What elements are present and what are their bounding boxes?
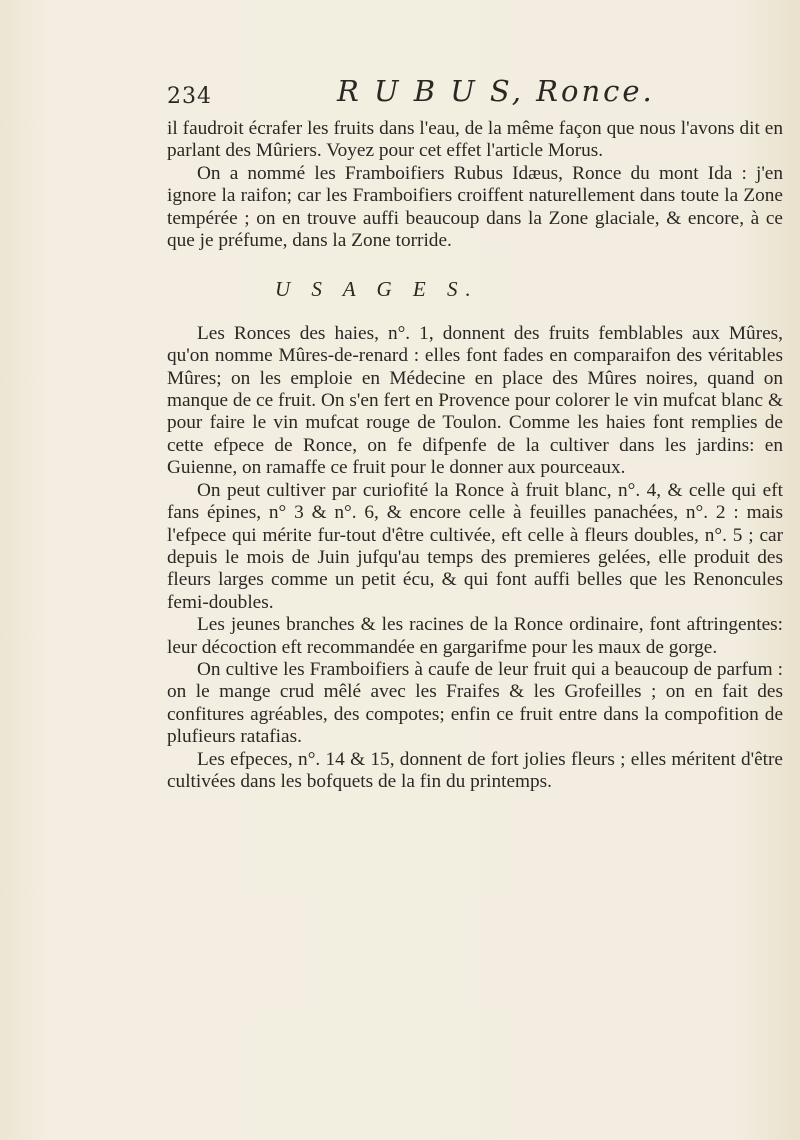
page-header (167, 74, 767, 114)
body-text (167, 118, 783, 793)
section-title-usages: U S A G E S. (275, 277, 479, 302)
page-number: 234 (167, 84, 212, 109)
paragraph-1: il faudroit écrafer les fruits dans l'eau, de la même façon que nous l'avons dit en parlant des Mûriers. Voyez pour cet effet l'article Morus. (167, 118, 783, 162)
paragraph-2: On a nommé les Framboifiers Rubus Idæus, Ronce du mont Ida : j'en ignore la raifon; car les Framboifiers croiffent naturellement dans toute la Zone tempérée ; on en trouve auffi beaucoup dans la Zone glaciale, & encore, à ce que je préfume, dans la Zone torride. (167, 162, 783, 252)
paragraph-4: On peut cultiver par curiofité la Ronce à fruit blanc, n°. 4, & celle qui eft fans épines, n° 3 & n°. 6, & encore celle à feuilles panachées, n°. 2 : mais l'efpece qui mérite fur-tout d'être cultivée, eft celle à fleurs doubles, n°. 5 ; car depuis le mois de Juin jufqu'au temps des premieres gelées, elle produit des fleurs larges comme un petit écu, & qui font auffi belles que les Renoncules femi-doubles. (167, 479, 783, 613)
paragraph-5: Les jeunes branches & les racines de la Ronce ordinaire, font aftringentes: leur décoction eft recommandée en gargarifme pour les maux de gorge. (167, 614, 783, 658)
running-head: R U B U S, Ronce. (337, 74, 655, 108)
paragraph-3: Les Ronces des haies, n°. 1, donnent des fruits femblables aux Mûres, qu'on nomme Mûres-de-renard : elles font fades en comparaifon des véritables Mûres; on les emploie en Médecine en place des Mûres noires, quand on manque de ce fruit. On s'en fert en Provence pour colorer le vin mufcat blanc & pour faire le vin mufcat rouge de Toulon. Comme les haies font remplies de cette efpece de Ronce, on fe difpenfe de la cultiver dans les jardins: en Guienne, on ramaffe ce fruit pour le donner aux pourceaux. (167, 322, 783, 479)
paragraph-6: On cultive les Framboifiers à caufe de leur fruit qui a beaucoup de parfum : on le mange crud mêlé avec les Fraifes & les Grofeilles ; on en fait des confitures agréables, des compotes; enfin ce fruit entre dans la compofition de plufieurs ratafias. (167, 658, 783, 748)
paragraph-7: Les efpeces, n°. 14 & 15, donnent de fort jolies fleurs ; elles méritent d'être cultivées dans les bofquets de la fin du printemps. (167, 748, 783, 792)
